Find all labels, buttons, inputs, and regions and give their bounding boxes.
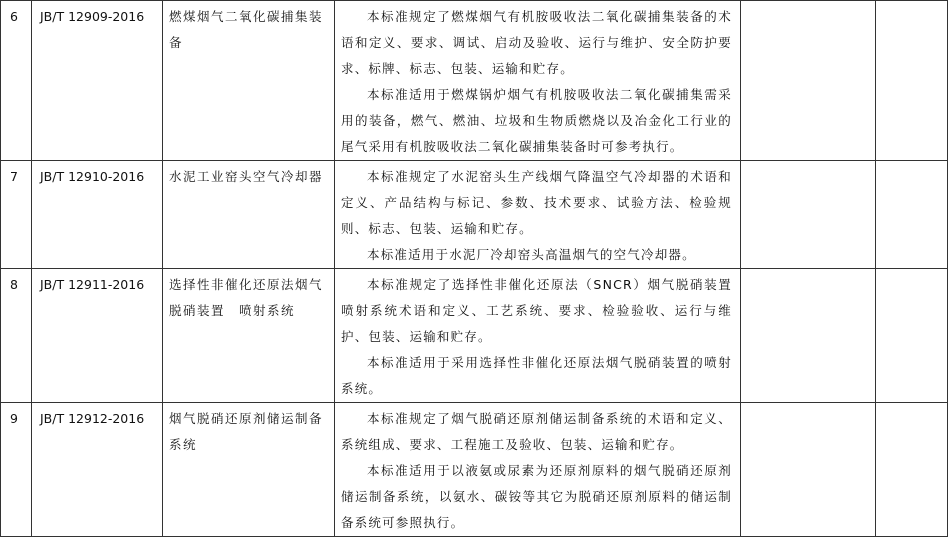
empty-cell [741,1,876,161]
standard-title: 烟气脱硝还原剂储运制备系统 [163,403,335,537]
standard-code: JB/T 12911-2016 [32,269,163,403]
description-scope: 本标准规定了燃煤烟气有机胺吸收法二氧化碳捕集装备的术语和定义、要求、调试、启动及验收、运行与维护、安全防护要求、标牌、标志、包装、运输和贮存。 [341,9,732,76]
standard-description [335,1,741,161]
standard-title: 水泥工业窑头空气冷却器 [163,161,335,269]
table-row [1,403,948,537]
standard-code: JB/T 12909-2016 [32,1,163,161]
description-applicability: 本标准适用于采用选择性非催化还原法烟气脱硝装置的喷射系统。 [341,355,732,396]
row-number: 6 [1,1,32,161]
description-scope: 本标准规定了选择性非催化还原法（SNCR）烟气脱硝装置喷射系统术语和定义、工艺系统、要求、检验验收、运行与维护、包装、运输和贮存。 [341,277,732,344]
table-row [1,1,948,161]
empty-cell [741,161,876,269]
empty-cell [876,1,948,161]
row-number: 7 [1,161,32,269]
empty-cell [876,403,948,537]
empty-cell [876,161,948,269]
standard-code: JB/T 12912-2016 [32,403,163,537]
description-applicability: 本标准适用于以液氨或尿素为还原剂原料的烟气脱硝还原剂储运制备系统，以氨水、碳铵等其它为脱硝还原剂原料的储运制备系统可参照执行。 [341,463,732,530]
standard-code: JB/T 12910-2016 [32,161,163,269]
standard-description [335,403,741,537]
standard-description [335,269,741,403]
description-scope: 本标准规定了烟气脱硝还原剂储运制备系统的术语和定义、系统组成、要求、工程施工及验收、包装、运输和贮存。 [341,411,732,452]
empty-cell [741,269,876,403]
description-applicability: 本标准适用于水泥厂冷却窑头高温烟气的空气冷却器。 [367,247,696,262]
table-row [1,161,948,269]
standard-title: 燃煤烟气二氧化碳捕集装备 [163,1,335,161]
standard-description [335,161,741,269]
table-row [1,269,948,403]
description-scope: 本标准规定了水泥窑头生产线烟气降温空气冷却器的术语和定义、产品结构与标记、参数、技术要求、试验方法、检验规则、标志、包装、运输和贮存。 [341,169,732,236]
row-number: 8 [1,269,32,403]
empty-cell [741,403,876,537]
standard-title: 选择性非催化还原法烟气脱硝装置 喷射系统 [163,269,335,403]
description-applicability: 本标准适用于燃煤锅炉烟气有机胺吸收法二氧化碳捕集需采用的装备，燃气、燃油、垃圾和生物质燃烧以及冶金化工行业的尾气采用有机胺吸收法二氧化碳捕集装备时可参考执行。 [341,87,732,154]
empty-cell [876,269,948,403]
row-number: 9 [1,403,32,537]
